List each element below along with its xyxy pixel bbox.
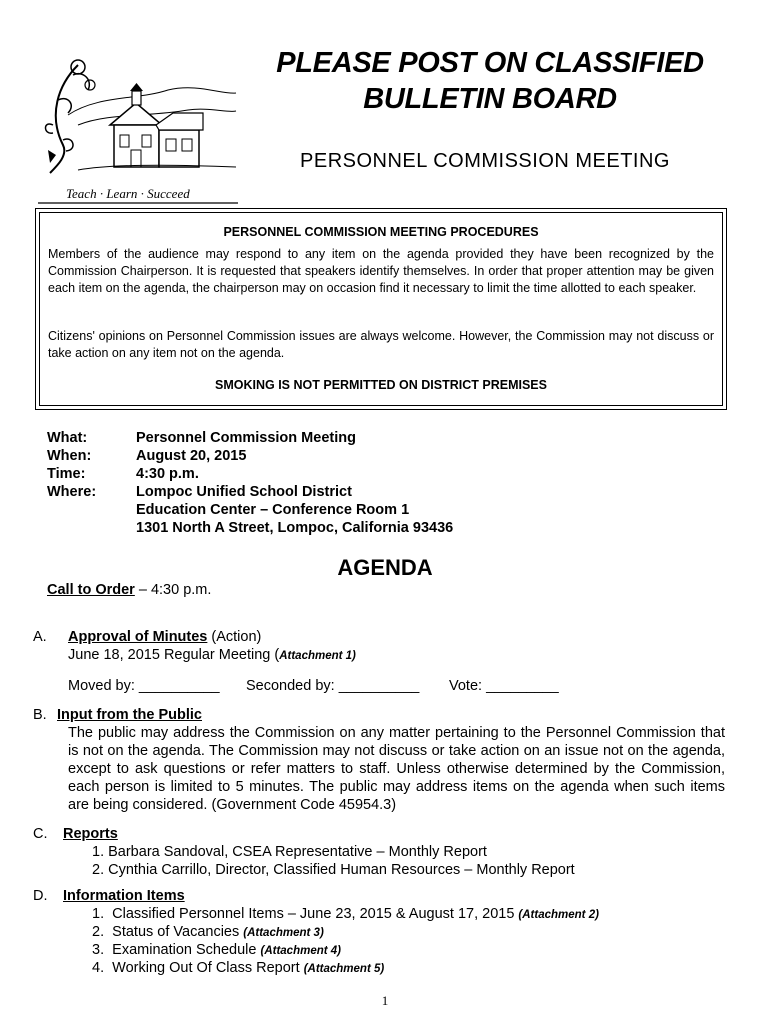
section-d-letter: D. [33, 888, 48, 904]
info-item-attachment: (Attachment 3) [243, 927, 324, 939]
section-a-line [68, 646, 356, 665]
page-subtitle: PERSONNEL COMMISSION MEETING [300, 150, 670, 172]
call-to-order-time: – 4:30 p.m. [134, 582, 212, 598]
where-line-1: Lompoc Unified School District [136, 484, 352, 500]
procedures-heading: PERSONNEL COMMISSION MEETING PROCEDURES [223, 225, 539, 239]
agenda-title: AGENDA [337, 555, 433, 580]
where-line-2: Education Center – Conference Room 1 [136, 502, 410, 518]
info-item-3 [92, 941, 341, 960]
info-item-number: 1. [92, 906, 105, 922]
what-label: What: [47, 430, 88, 446]
page-title-line2: BULLETIN BOARD [363, 83, 617, 115]
section-c-letter: C. [33, 826, 48, 842]
time-value: 4:30 p.m. [136, 466, 199, 482]
report-item: 1. Barbara Sandoval, CSEA Representative – Monthly Report [92, 844, 487, 860]
info-item-number: 4. [92, 960, 105, 976]
info-item-number: 3. [92, 942, 105, 958]
where-label: Where: [47, 484, 97, 500]
section-a-attachment: Attachment 1) [279, 650, 356, 662]
seconded-by: Seconded by: __________ [246, 678, 420, 694]
where-line-3: 1301 North A Street, Lompoc, California 93436 [136, 520, 454, 536]
smoking-notice: SMOKING IS NOT PERMITTED ON DISTRICT PREMISES [215, 378, 547, 392]
report-item: 2. Cynthia Carrillo, Director, Classified Human Resources – Monthly Report [92, 862, 575, 878]
vote: Vote: _________ [449, 678, 559, 694]
info-item-text: Classified Personnel Items – June 23, 2015 & August 17, 2015 [112, 906, 519, 922]
section-a-letter: A. [33, 629, 47, 645]
time-label: Time: [47, 466, 86, 482]
call-to-order-label: Call to Order [47, 582, 135, 598]
what-value: Personnel Commission Meeting [136, 430, 356, 446]
page-number: 1 [381, 993, 389, 1008]
info-item-4 [92, 959, 384, 978]
section-b-text: The public may address the Commission on any matter pertaining to the Personnel Commission that is not on the agenda. The Commission may not discuss or take action on an issue not on the agenda, except to ask questions or refer matters to staff. Unless otherwise determined by the Commission, each person is limited to 5 minutes. The public may address items on the agenda when such items are being considered. (Government Code 45954.3) [68, 725, 725, 813]
call-to-order [47, 581, 211, 599]
info-item-text: Examination Schedule [112, 942, 261, 958]
info-item-text: Status of Vacancies [112, 924, 244, 940]
procedures-paragraph-2: Citizens' opinions on Personnel Commission issues are always welcome. However, the Commission may not discuss or take action on any item not on the agenda. [48, 329, 714, 360]
section-c-heading: Reports [63, 826, 118, 842]
info-item-2 [92, 923, 324, 942]
procedures-paragraph-1: Members of the audience may respond to any item on the agenda provided they have been recognized by the Commission Chairperson. It is requested that speakers identify themselves. In order that proper attention may be given each item on the agenda, the chairperson may on occasion find it necessary to limit the time allotted to each speaker. [48, 247, 714, 295]
schoolhouse-logo-icon [38, 55, 238, 210]
info-item-attachment: (Attachment 2) [518, 909, 599, 921]
section-b-letter: B. [33, 707, 47, 723]
info-item-text: Working Out Of Class Report [112, 960, 304, 976]
district-logo [38, 55, 238, 210]
info-item-number: 2. [92, 924, 105, 940]
procedures-box [35, 208, 727, 410]
section-a-title: Approval of Minutes [68, 629, 208, 645]
when-value: August 20, 2015 [136, 448, 247, 464]
section-a-heading [68, 628, 261, 646]
section-b-heading: Input from the Public [57, 707, 202, 723]
page-title-line1: PLEASE POST ON CLASSIFIED [276, 47, 704, 79]
info-item-attachment: (Attachment 5) [303, 963, 385, 975]
logo-motto: Teach · Learn · Succeed [66, 186, 190, 201]
section-a-meeting: June 18, 2015 Regular Meeting ( [68, 647, 280, 663]
info-item-1 [92, 905, 599, 924]
info-item-attachment: (Attachment 4) [260, 945, 341, 957]
moved-by: Moved by: __________ [68, 678, 220, 694]
section-d-heading: Information Items [63, 888, 185, 904]
when-label: When: [47, 448, 92, 464]
section-a-note: (Action) [207, 629, 262, 645]
